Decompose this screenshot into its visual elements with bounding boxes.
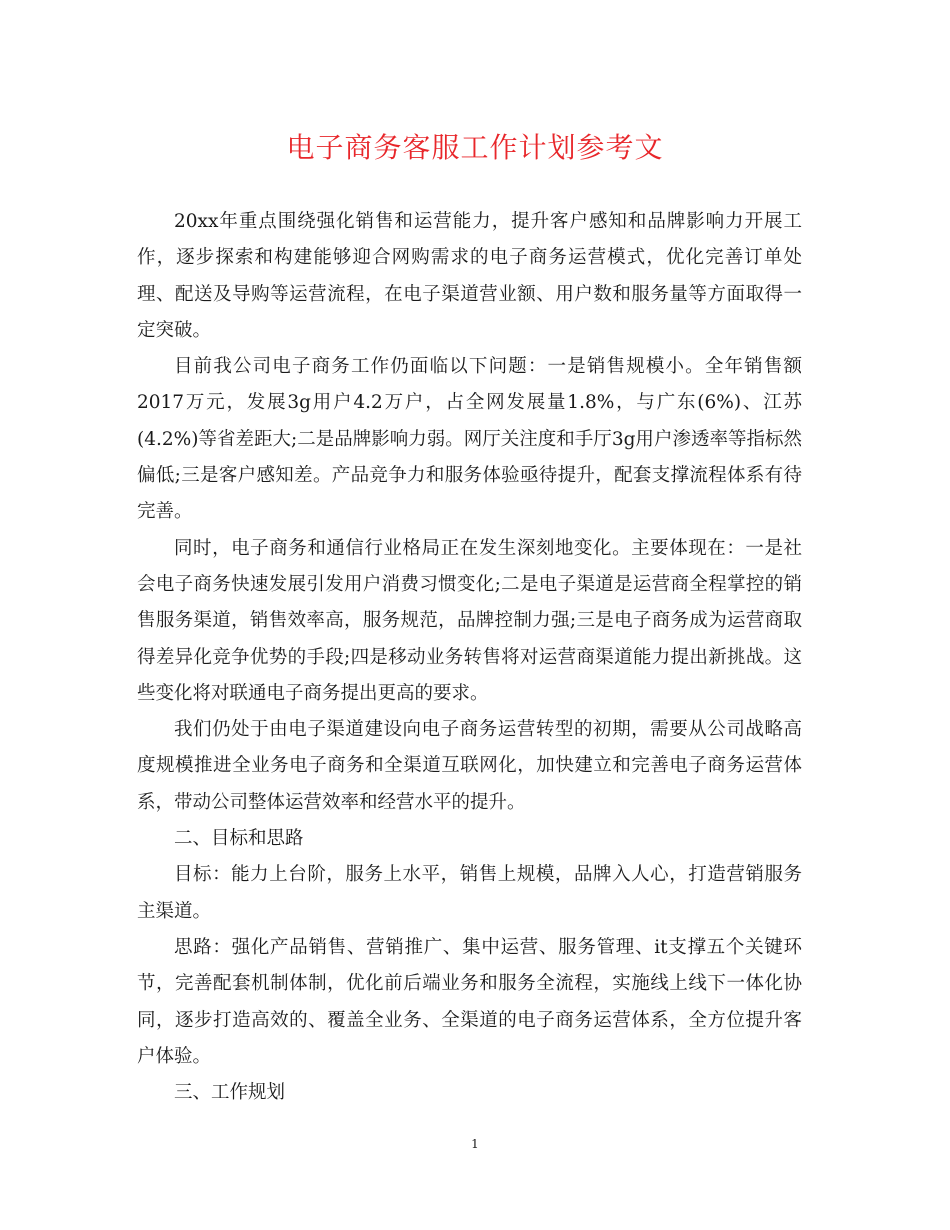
section-heading-plan: 三、工作规划	[174, 1082, 286, 1104]
section-heading-goals: 二、目标和思路	[174, 828, 304, 850]
paragraph-problems: 目前我公司电子商务工作仍面临以下问题：一是销售规模小。全年销售额2017万元，发展3g用户4.2万户，占全网发展量1.8%，与广东(6%)、江苏(4.2%)等省差距大;二是品牌影响力弱。网厅关注度和手厅3g用户渗透率等指标然偏低;三是客户感知差。产品竞争力和服务体验亟待提升，配套支撑流程体系有待完善。	[137, 356, 802, 523]
paragraph-intro: 20xx年重点围绕强化销售和运营能力，提升客户感知和品牌影响力开展工作，逐步探索和构建能够迎合网购需求的电子商务运营模式，优化完善订单处理、配送及导购等运营流程，在电子渠道营业额、用户数和服务量等方面取得一定突破。	[137, 211, 802, 341]
paragraph-changes: 同时，电子商务和通信行业格局正在发生深刻地变化。主要体现在：一是社会电子商务快速发展引发用户消费习惯变化;二是电子渠道是运营商全程掌控的销售服务渠道，销售效率高，服务规范，品牌控制力强;三是电子商务成为运营商取得差异化竞争优势的手段;四是移动业务转售将对运营商渠道能力提出新挑战。这些变化将对联通电子商务提出更高的要求。	[137, 537, 802, 704]
document-title: 电子商务客服工作计划参考文	[286, 131, 664, 164]
paragraph-approach: 思路：强化产品销售、营销推广、集中运营、服务管理、it支撑五个关键环节，完善配套机制体制，优化前后端业务和服务全流程，实施线上线下一体化协同，逐步打造高效的、覆盖全业务、全渠道的电子商务运营体系，全方位提升客户体验。	[137, 936, 802, 1067]
page-number: 1	[471, 1137, 479, 1151]
paragraph-goal: 目标：能力上台阶，服务上水平，销售上规模，品牌入人心，打造营销服务主渠道。	[137, 864, 802, 922]
paragraph-transition: 我们仍处于由电子渠道建设向电子商务运营转型的初期，需要从公司战略高度规模推进全业务电子商务和全渠道互联网化，加快建立和完善电子商务运营体系，带动公司整体运营效率和经营水平的提升。	[137, 719, 802, 813]
document-body	[137, 204, 802, 1111]
